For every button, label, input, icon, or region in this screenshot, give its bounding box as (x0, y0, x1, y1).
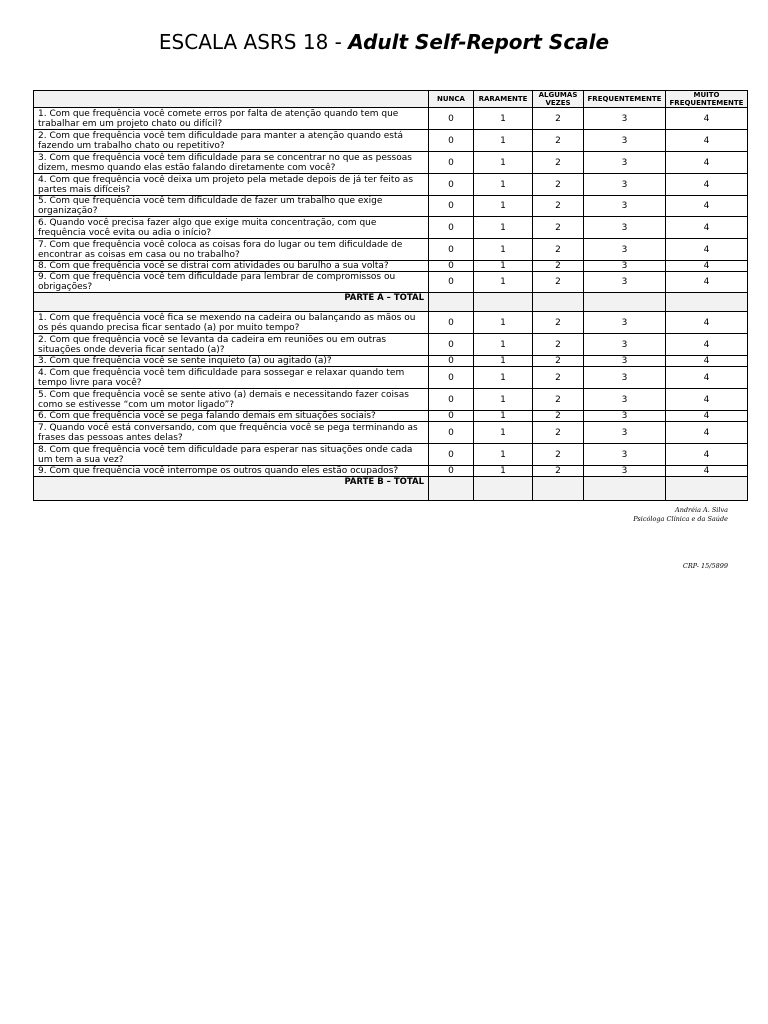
signature-crp: CRP- 15/5899 (682, 562, 728, 570)
question-row (34, 196, 748, 217)
title-prefix: ESCALA ASRS 18 - (158, 30, 349, 54)
question-text: 3. Com que frequência você tem dificuldade para se concentrar no que as pessoas dizem, mesmo quando elas estão falando diretamente com você? (34, 152, 429, 174)
score-option-4[interactable]: 4 (666, 239, 748, 261)
score-option-0[interactable]: 0 (429, 334, 474, 356)
question-text: 7. Com que frequência você coloca as coisas fora do lugar ou tem dificuldade de encontrar as coisas em casa ou no trabalho? (34, 239, 429, 261)
total-cell[interactable] (666, 293, 748, 312)
score-option-0[interactable]: 0 (429, 272, 474, 293)
question-text: 2. Com que frequência você tem dificuldade para manter a atenção quando está fazendo um trabalho chato ou repetitivo? (34, 130, 429, 152)
score-option-3[interactable]: 3 (584, 152, 666, 174)
score-option-0[interactable]: 0 (429, 261, 474, 272)
total-cell[interactable] (429, 293, 474, 312)
signature-name: Andréia A. Silva (675, 506, 728, 514)
header-algumas-vezes: ALGUMAS VEZES (533, 91, 584, 108)
score-option-4[interactable]: 4 (666, 261, 748, 272)
question-text: 9. Com que frequência você interrompe os outros quando eles estão ocupados? (34, 466, 429, 477)
question-text: 8. Com que frequência você se distrai com atividades ou barulho a sua volta? (34, 261, 429, 272)
score-option-1[interactable]: 1 (474, 239, 533, 261)
score-option-1[interactable]: 1 (474, 312, 533, 334)
question-row (34, 312, 748, 334)
question-text: 6. Quando você precisa fazer algo que exige muita concentração, com que frequência você evita ou adia o início? (34, 217, 429, 239)
score-option-2[interactable]: 2 (533, 239, 584, 261)
score-option-3[interactable]: 3 (584, 411, 666, 422)
header-row (34, 91, 748, 108)
score-option-3[interactable]: 3 (584, 422, 666, 444)
score-option-0[interactable]: 0 (429, 411, 474, 422)
signature-role: Psicóloga Clínica e da Saúde (633, 515, 728, 523)
score-option-0[interactable]: 0 (429, 389, 474, 411)
score-option-1[interactable]: 1 (474, 130, 533, 152)
score-option-0[interactable]: 0 (429, 312, 474, 334)
question-row (34, 261, 748, 272)
score-option-4[interactable]: 4 (666, 411, 748, 422)
question-text: 2. Com que frequência você se levanta da cadeira em reuniões ou em outras situações onde deveria ficar sentado (a)? (34, 334, 429, 356)
question-text: 1. Com que frequência você fica se mexendo na cadeira ou balançando as mãos ou os pés quando precisa ficar sentado (a) por muito tempo? (34, 312, 429, 334)
total-row (34, 477, 748, 501)
part-b-section (34, 312, 748, 501)
score-option-3[interactable]: 3 (584, 312, 666, 334)
header-nunca: NUNCA (429, 91, 474, 108)
score-option-2[interactable]: 2 (533, 466, 584, 477)
score-option-1[interactable]: 1 (474, 444, 533, 466)
score-option-2[interactable]: 2 (533, 217, 584, 239)
question-text: 1. Com que frequência você comete erros por falta de atenção quando tem que trabalhar em um projeto chato ou difícil? (34, 108, 429, 130)
question-row (34, 334, 748, 356)
question-row (34, 152, 748, 174)
question-row (34, 272, 748, 293)
score-option-4[interactable]: 4 (666, 422, 748, 444)
question-row (34, 411, 748, 422)
total-cell[interactable] (474, 293, 533, 312)
total-row (34, 293, 748, 312)
score-option-1[interactable]: 1 (474, 272, 533, 293)
question-row (34, 444, 748, 466)
score-option-0[interactable]: 0 (429, 174, 474, 196)
score-option-1[interactable]: 1 (474, 367, 533, 389)
score-option-0[interactable]: 0 (429, 422, 474, 444)
header-raramente: RARAMENTE (474, 91, 533, 108)
score-option-3[interactable]: 3 (584, 239, 666, 261)
score-option-3[interactable]: 3 (584, 367, 666, 389)
score-option-1[interactable]: 1 (474, 389, 533, 411)
score-option-1[interactable]: 1 (474, 108, 533, 130)
total-cell[interactable] (666, 477, 748, 501)
signature-block (633, 506, 728, 524)
question-text: 4. Com que frequência você deixa um projeto pela metade depois de já ter feito as partes mais difíceis? (34, 174, 429, 196)
score-option-3[interactable]: 3 (584, 108, 666, 130)
question-row (34, 239, 748, 261)
score-option-0[interactable]: 0 (429, 356, 474, 367)
question-row (34, 217, 748, 239)
score-option-4[interactable]: 4 (666, 312, 748, 334)
score-option-3[interactable]: 3 (584, 174, 666, 196)
header-question (34, 91, 429, 108)
total-cell[interactable] (584, 477, 666, 501)
score-option-3[interactable]: 3 (584, 217, 666, 239)
question-text: 3. Com que frequência você se sente inquieto (a) ou agitado (a)? (34, 356, 429, 367)
score-option-1[interactable]: 1 (474, 174, 533, 196)
question-text: 4. Com que frequência você tem dificuldade para sossegar e relaxar quando tem tempo livre para você? (34, 367, 429, 389)
total-cell[interactable] (584, 293, 666, 312)
score-option-3[interactable]: 3 (584, 334, 666, 356)
total-cell[interactable] (533, 293, 584, 312)
question-row (34, 108, 748, 130)
score-option-4[interactable]: 4 (666, 152, 748, 174)
score-option-4[interactable]: 4 (666, 217, 748, 239)
question-text: 7. Quando você está conversando, com que frequência você se pega terminando as frases das pessoas antes delas? (34, 422, 429, 444)
total-label: PARTE B – TOTAL (34, 477, 429, 501)
score-option-0[interactable]: 0 (429, 367, 474, 389)
score-option-4[interactable]: 4 (666, 174, 748, 196)
header-muito-frequentemente: MUITO FREQUENTEMENTE (666, 91, 748, 108)
question-row (34, 389, 748, 411)
score-option-0[interactable]: 0 (429, 108, 474, 130)
total-cell[interactable] (533, 477, 584, 501)
question-text: 5. Com que frequência você se sente ativo (a) demais e necessitando fazer coisas como se estivesse “com um motor ligado”? (34, 389, 429, 411)
question-text: 6. Com que frequência você se pega falando demais em situações sociais? (34, 411, 429, 422)
title-emphasis: Adult Self-Report Scale (348, 30, 610, 54)
question-text: 5. Com que frequência você tem dificuldade de fazer um trabalho que exige organização? (34, 196, 429, 217)
score-option-4[interactable]: 4 (666, 367, 748, 389)
question-row (34, 130, 748, 152)
score-option-2[interactable]: 2 (533, 312, 584, 334)
total-cell[interactable] (474, 477, 533, 501)
score-option-2[interactable]: 2 (533, 108, 584, 130)
score-option-2[interactable]: 2 (533, 422, 584, 444)
score-option-1[interactable]: 1 (474, 217, 533, 239)
total-label: PARTE A – TOTAL (34, 293, 429, 312)
score-option-2[interactable]: 2 (533, 356, 584, 367)
score-option-3[interactable]: 3 (584, 466, 666, 477)
total-cell[interactable] (429, 477, 474, 501)
score-option-4[interactable]: 4 (666, 272, 748, 293)
score-option-2[interactable]: 2 (533, 196, 584, 217)
score-option-2[interactable]: 2 (533, 174, 584, 196)
score-option-4[interactable]: 4 (666, 108, 748, 130)
score-option-3[interactable]: 3 (584, 356, 666, 367)
score-option-0[interactable]: 0 (429, 196, 474, 217)
score-option-1[interactable]: 1 (474, 356, 533, 367)
question-text: 9. Com que frequência você tem dificuldade para lembrar de compromissos ou obrigações? (34, 272, 429, 293)
score-option-4[interactable]: 4 (666, 196, 748, 217)
score-option-0[interactable]: 0 (429, 152, 474, 174)
score-option-1[interactable]: 1 (474, 261, 533, 272)
score-option-2[interactable]: 2 (533, 130, 584, 152)
score-option-3[interactable]: 3 (584, 444, 666, 466)
score-option-4[interactable]: 4 (666, 130, 748, 152)
score-option-4[interactable]: 4 (666, 334, 748, 356)
score-option-2[interactable]: 2 (533, 444, 584, 466)
score-option-2[interactable]: 2 (533, 334, 584, 356)
score-option-0[interactable]: 0 (429, 130, 474, 152)
score-option-1[interactable]: 1 (474, 152, 533, 174)
score-option-3[interactable]: 3 (584, 130, 666, 152)
score-option-3[interactable]: 3 (584, 261, 666, 272)
question-row (34, 422, 748, 444)
score-option-2[interactable]: 2 (533, 411, 584, 422)
question-row (34, 466, 748, 477)
score-option-0[interactable]: 0 (429, 444, 474, 466)
page-title (0, 30, 768, 54)
score-option-2[interactable]: 2 (533, 367, 584, 389)
score-option-0[interactable]: 0 (429, 239, 474, 261)
question-row (34, 174, 748, 196)
score-option-1[interactable]: 1 (474, 196, 533, 217)
score-option-4[interactable]: 4 (666, 444, 748, 466)
score-option-3[interactable]: 3 (584, 389, 666, 411)
score-option-0[interactable]: 0 (429, 217, 474, 239)
header-frequentemente: FREQUENTEMENTE (584, 91, 666, 108)
score-option-4[interactable]: 4 (666, 466, 748, 477)
score-option-1[interactable]: 1 (474, 411, 533, 422)
score-option-2[interactable]: 2 (533, 272, 584, 293)
score-option-4[interactable]: 4 (666, 389, 748, 411)
score-option-3[interactable]: 3 (584, 196, 666, 217)
score-option-0[interactable]: 0 (429, 466, 474, 477)
question-text: 8. Com que frequência você tem dificuldade para esperar nas situações onde cada um tem a sua vez? (34, 444, 429, 466)
score-option-2[interactable]: 2 (533, 261, 584, 272)
score-option-1[interactable]: 1 (474, 466, 533, 477)
score-option-1[interactable]: 1 (474, 334, 533, 356)
score-option-2[interactable]: 2 (533, 152, 584, 174)
question-row (34, 367, 748, 389)
part-a-section (34, 108, 748, 312)
score-option-2[interactable]: 2 (533, 389, 584, 411)
score-option-4[interactable]: 4 (666, 356, 748, 367)
asrs-table (33, 90, 748, 501)
score-option-1[interactable]: 1 (474, 422, 533, 444)
score-option-3[interactable]: 3 (584, 272, 666, 293)
question-row (34, 356, 748, 367)
